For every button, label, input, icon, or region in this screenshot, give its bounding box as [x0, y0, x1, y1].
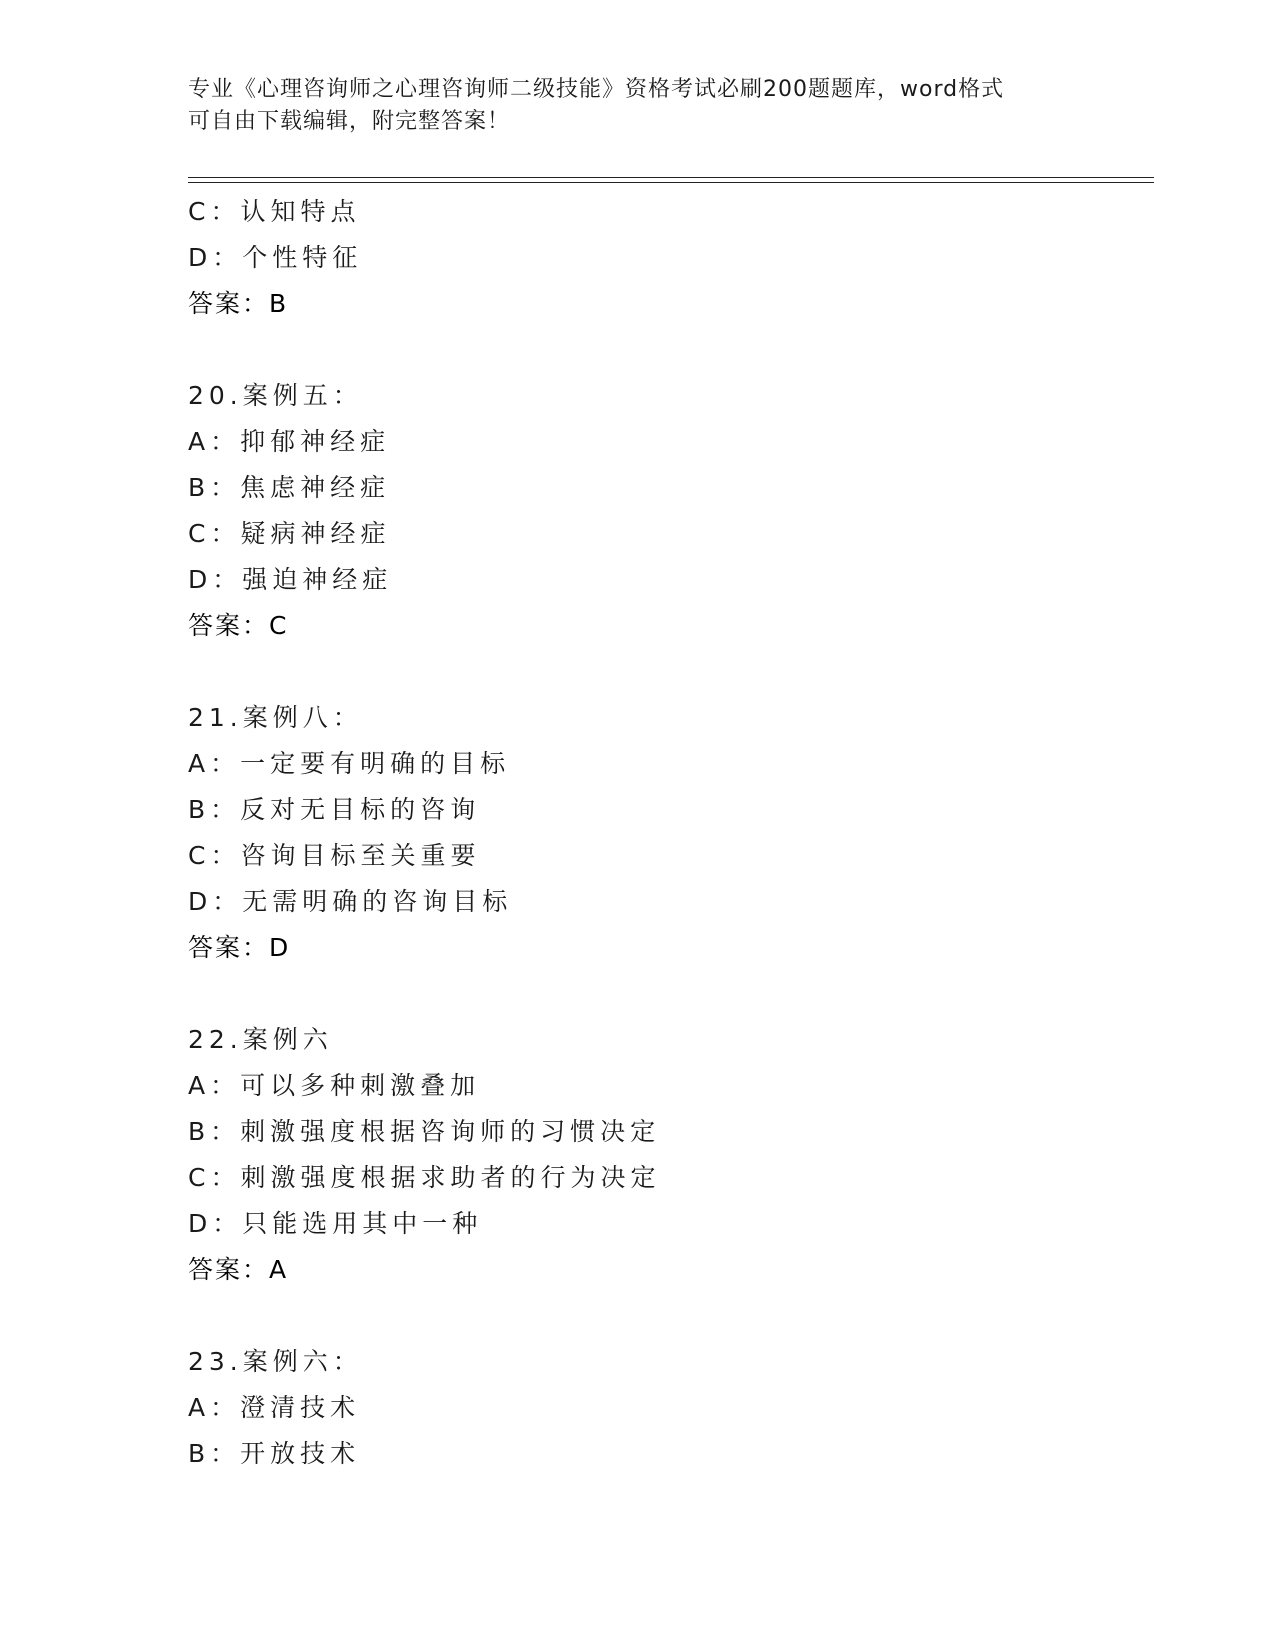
option-b: B：焦虑神经症: [188, 473, 391, 502]
question-20: [188, 373, 1148, 649]
question-19-continued: [188, 189, 1148, 327]
answer-line: 答案：C: [188, 611, 289, 640]
question-title: 23.案例六：: [188, 1347, 363, 1376]
header-divider-top: [188, 177, 1154, 178]
question-list: [188, 189, 1148, 1477]
header-line-2: 可自由下载编辑，附完整答案！: [188, 109, 511, 134]
question-23: [188, 1339, 1148, 1477]
option-b: B：反对无目标的咨询: [188, 795, 481, 824]
option-c: C：疑病神经症: [188, 519, 391, 548]
option-d: D：个性特征: [188, 243, 363, 272]
spacer: [188, 1293, 1148, 1339]
option-d: D：无需明确的咨询目标: [188, 887, 513, 916]
header-line-1: 专业《心理咨询师之心理咨询师二级技能》资格考试必刷200题题库，word格式: [188, 77, 1005, 102]
spacer: [188, 649, 1148, 695]
option-c: C：咨询目标至关重要: [188, 841, 481, 870]
option-d: D：只能选用其中一种: [188, 1209, 483, 1238]
option-b: B：刺激强度根据咨询师的习惯决定: [188, 1117, 661, 1146]
header-divider-bottom: [188, 182, 1154, 183]
answer-line: 答案：D: [188, 933, 291, 962]
option-a: A：澄清技术: [188, 1393, 361, 1422]
option-a: A：可以多种刺激叠加: [188, 1071, 481, 1100]
option-a: A：一定要有明确的目标: [188, 749, 511, 778]
question-21: [188, 695, 1148, 971]
question-title: 20.案例五：: [188, 381, 363, 410]
answer-line: 答案：A: [188, 1255, 289, 1284]
option-c: C：认知特点: [188, 197, 361, 226]
spacer: [188, 327, 1148, 373]
option-b: B：开放技术: [188, 1439, 361, 1468]
question-22: [188, 1017, 1148, 1293]
spacer: [188, 971, 1148, 1017]
document-header: [188, 74, 1088, 138]
option-d: D：强迫神经症: [188, 565, 393, 594]
question-title: 22.案例六: [188, 1025, 333, 1054]
question-title: 21.案例八：: [188, 703, 363, 732]
answer-line: 答案：B: [188, 289, 289, 318]
option-c: C：刺激强度根据求助者的行为决定: [188, 1163, 661, 1192]
option-a: A：抑郁神经症: [188, 427, 391, 456]
